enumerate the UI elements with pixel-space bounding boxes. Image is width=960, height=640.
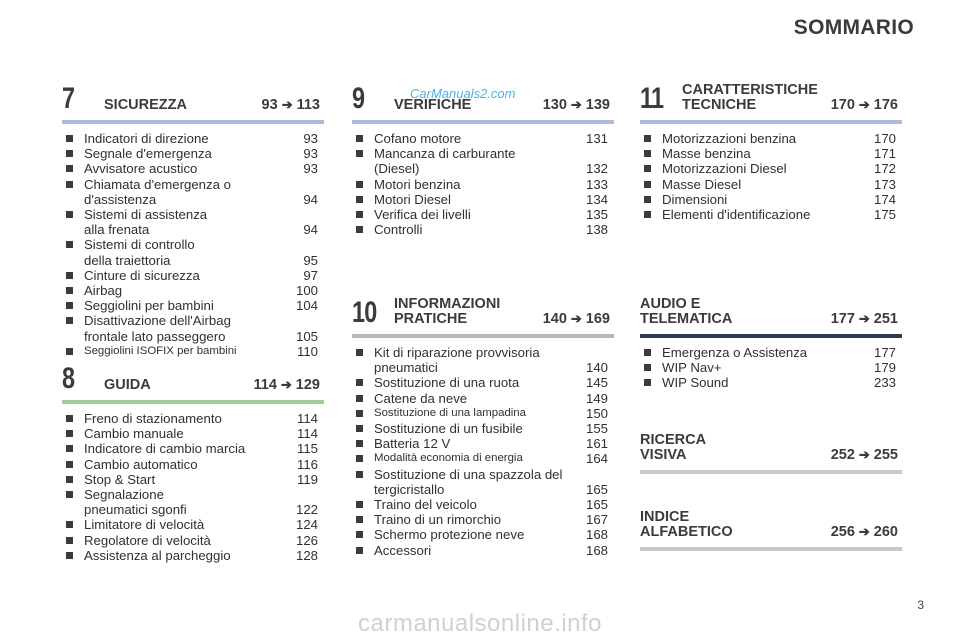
bullet-square-icon <box>66 211 73 218</box>
section-page-range: 170 ➔ 176 <box>830 97 898 113</box>
bullet-square-icon <box>644 135 651 142</box>
section-title: SICUREZZA <box>104 96 187 113</box>
bullet-square-icon <box>644 211 651 218</box>
toc-entry[interactable]: Sostituzione di una lampadina 150 <box>352 406 614 421</box>
toc-entry[interactable]: Catene da neve 149 <box>352 391 614 406</box>
toc-entry[interactable]: Sistemi di controllo della traiettoria 95 <box>62 237 324 267</box>
section-divider <box>352 120 614 124</box>
section-page-range: 252 ➔ 255 <box>830 447 898 463</box>
bullet-square-icon <box>644 364 651 371</box>
toc-entry[interactable]: Sostituzione di una spazzola del tergicristallo 165 <box>352 467 614 497</box>
toc-entry[interactable]: Disattivazione dell'Airbag frontale lato passeggero 105 <box>62 313 324 343</box>
toc-entry[interactable]: Seggiolini ISOFIX per bambini 110 <box>62 344 324 359</box>
section-entries <box>640 345 902 391</box>
bullet-square-icon <box>66 476 73 483</box>
section-caratteristiche-tecniche <box>640 76 902 222</box>
section-page-range: 114 ➔ 129 <box>253 377 320 393</box>
section-verifiche <box>352 76 614 237</box>
arrow-right-icon: ➔ <box>858 311 870 326</box>
section-entries <box>352 131 614 237</box>
section-divider <box>62 120 324 124</box>
bullet-square-icon <box>356 501 363 508</box>
bullet-square-icon <box>356 471 363 478</box>
section-divider <box>62 400 324 404</box>
arrow-right-icon: ➔ <box>281 97 293 112</box>
section-divider <box>640 120 902 124</box>
toc-entry[interactable]: Regolatore di velocità 126 <box>62 533 324 548</box>
page-number: 3 <box>917 598 924 612</box>
toc-entry[interactable]: Motori benzina 133 <box>352 177 614 192</box>
toc-entry[interactable]: Schermo protezione neve 168 <box>352 527 614 542</box>
bullet-square-icon <box>644 165 651 172</box>
bullet-square-icon <box>66 150 73 157</box>
section-page-range: 93 ➔ 113 <box>261 97 320 113</box>
section-entries <box>62 411 324 563</box>
toc-entry[interactable]: Cambio manuale 114 <box>62 426 324 441</box>
bullet-square-icon <box>356 455 363 462</box>
bullet-square-icon <box>356 135 363 142</box>
toc-entry[interactable]: Indicatori di direzione 93 <box>62 131 324 146</box>
toc-entry[interactable]: Cofano motore 131 <box>352 131 614 146</box>
bullet-square-icon <box>66 537 73 544</box>
toc-entry[interactable]: Assistenza al parcheggio 128 <box>62 548 324 563</box>
toc-entry[interactable]: Modalità economia di energia 164 <box>352 451 614 466</box>
section-number: 9 <box>352 82 365 115</box>
section-audio-telematica <box>640 290 902 391</box>
arrow-right-icon: ➔ <box>570 97 582 112</box>
section-guida <box>62 356 324 563</box>
section-number: 7 <box>62 82 75 115</box>
toc-entry[interactable]: Kit di riparazione provvisoria pneumatici 140 <box>352 345 614 375</box>
section-header <box>640 426 902 470</box>
section-title: CARATTERISTICHE TECNICHE <box>682 81 818 113</box>
section-title: INFORMAZIONI PRATICHE <box>394 295 501 327</box>
arrow-right-icon: ➔ <box>858 447 870 462</box>
bullet-square-icon <box>66 272 73 279</box>
toc-entry[interactable]: Controlli 138 <box>352 222 614 237</box>
bullet-square-icon <box>356 531 363 538</box>
bullet-square-icon <box>66 430 73 437</box>
section-page-range: 130 ➔ 139 <box>542 97 610 113</box>
bullet-square-icon <box>356 395 363 402</box>
section-title: AUDIO E TELEMATICA <box>640 295 733 327</box>
section-indice-alfabetico[interactable] <box>640 503 902 558</box>
section-title: GUIDA <box>104 376 151 393</box>
bullet-square-icon <box>356 516 363 523</box>
bullet-square-icon <box>66 135 73 142</box>
bullet-square-icon <box>644 196 651 203</box>
toc-entry[interactable]: Traino di un rimorchio 167 <box>352 512 614 527</box>
toc-entry[interactable]: Elementi d'identificazione 175 <box>640 207 902 222</box>
arrow-right-icon: ➔ <box>280 377 292 392</box>
toc-entry[interactable]: Motorizzazioni benzina 170 <box>640 131 902 146</box>
toc-entry[interactable]: Dimensioni 174 <box>640 192 902 207</box>
section-informazioni-pratiche <box>352 290 614 558</box>
bullet-square-icon <box>66 445 73 452</box>
toc-entry[interactable]: Airbag 100 <box>62 283 324 298</box>
section-ricerca-visiva[interactable] <box>640 426 902 481</box>
section-number: 10 <box>352 296 377 329</box>
bullet-square-icon <box>66 287 73 294</box>
toc-entry[interactable]: Indicatore di cambio marcia 115 <box>62 441 324 456</box>
bullet-square-icon <box>66 165 73 172</box>
toc-entry[interactable]: Mancanza di carburante (Diesel) 132 <box>352 146 614 176</box>
page-title: SOMMARIO <box>793 16 914 39</box>
section-page-range: 177 ➔ 251 <box>830 311 898 327</box>
toc-entry[interactable]: Motorizzazioni Diesel 172 <box>640 161 902 176</box>
section-number: 11 <box>640 82 664 115</box>
watermark-top: CarManuals2.com <box>410 86 516 101</box>
bullet-square-icon <box>66 348 73 355</box>
toc-entry[interactable]: Traino del veicolo 165 <box>352 497 614 512</box>
toc-entry[interactable]: Stop & Start 119 <box>62 472 324 487</box>
toc-entry[interactable]: Batteria 12 V 161 <box>352 436 614 451</box>
section-entries <box>640 131 902 222</box>
toc-entry[interactable]: Cinture di sicurezza 97 <box>62 268 324 283</box>
bullet-square-icon <box>356 349 363 356</box>
toc-entry[interactable]: Avvisatore acustico 93 <box>62 161 324 176</box>
bullet-square-icon <box>66 302 73 309</box>
bullet-square-icon <box>356 226 363 233</box>
section-entries <box>62 131 324 359</box>
section-page-range: 140 ➔ 169 <box>542 311 610 327</box>
toc-entry[interactable]: Sostituzione di una ruota 145 <box>352 375 614 390</box>
section-number: 8 <box>62 362 75 395</box>
bullet-square-icon <box>644 349 651 356</box>
section-title: INDICE ALFABETICO <box>640 508 733 540</box>
toc-entry[interactable]: Verifica dei livelli 135 <box>352 207 614 222</box>
section-page-range: 256 ➔ 260 <box>830 524 898 540</box>
bullet-square-icon <box>356 181 363 188</box>
toc-entry[interactable]: Sostituzione di un fusibile 155 <box>352 421 614 436</box>
bullet-square-icon <box>356 410 363 417</box>
bullet-square-icon <box>66 415 73 422</box>
section-header <box>352 76 614 120</box>
bullet-square-icon <box>356 440 363 447</box>
toc-entry[interactable]: Segnale d'emergenza 93 <box>62 146 324 161</box>
bullet-square-icon <box>356 150 363 157</box>
arrow-right-icon: ➔ <box>570 311 582 326</box>
bullet-square-icon <box>356 211 363 218</box>
bullet-square-icon <box>66 317 73 324</box>
section-header <box>640 290 902 334</box>
toc-entry[interactable]: Seggiolini per bambini 104 <box>62 298 324 313</box>
bullet-square-icon <box>356 547 363 554</box>
section-title: VERIFICHE <box>394 96 472 113</box>
toc-entry[interactable]: Sistemi di assistenza alla frenata 94 <box>62 207 324 237</box>
bullet-square-icon <box>66 461 73 468</box>
toc-entry[interactable]: Freno di stazionamento 114 <box>62 411 324 426</box>
section-sicurezza <box>62 76 324 359</box>
section-divider <box>640 334 902 338</box>
toc-entry[interactable]: Masse benzina 171 <box>640 146 902 161</box>
bullet-square-icon <box>356 196 363 203</box>
bullet-square-icon <box>644 379 651 386</box>
bullet-square-icon <box>644 181 651 188</box>
section-divider <box>352 334 614 338</box>
section-divider <box>640 547 902 551</box>
bullet-square-icon <box>356 425 363 432</box>
toc-entry[interactable]: Accessori 168 <box>352 543 614 558</box>
toc-entry[interactable]: WIP Sound 233 <box>640 375 902 390</box>
bullet-square-icon <box>644 150 651 157</box>
bullet-square-icon <box>356 379 363 386</box>
section-divider <box>640 470 902 474</box>
bullet-square-icon <box>66 181 73 188</box>
section-entries <box>352 345 614 558</box>
bullet-square-icon <box>66 491 73 498</box>
toc-entry[interactable]: Motori Diesel 134 <box>352 192 614 207</box>
section-header <box>62 76 324 120</box>
bullet-square-icon <box>66 241 73 248</box>
section-header <box>640 503 902 547</box>
arrow-right-icon: ➔ <box>858 97 870 112</box>
toc-entry[interactable]: Limitatore di velocità 124 <box>62 517 324 532</box>
toc-entry[interactable]: Cambio automatico 116 <box>62 457 324 472</box>
toc-entry[interactable]: Segnalazione pneumatici sgonfi 122 <box>62 487 324 517</box>
section-header <box>640 76 902 120</box>
toc-entry[interactable]: Masse Diesel 173 <box>640 177 902 192</box>
toc-entry[interactable]: Chiamata d'emergenza o d'assistenza 94 <box>62 177 324 207</box>
section-header <box>62 356 324 400</box>
toc-entry[interactable]: WIP Nav+ 179 <box>640 360 902 375</box>
watermark-bottom: carmanualsonline.info <box>358 610 602 637</box>
bullet-square-icon <box>66 521 73 528</box>
section-header <box>352 290 614 334</box>
section-title: RICERCA VISIVA <box>640 431 707 463</box>
arrow-right-icon: ➔ <box>858 524 870 539</box>
toc-entry[interactable]: Emergenza o Assistenza 177 <box>640 345 902 360</box>
bullet-square-icon <box>66 552 73 559</box>
